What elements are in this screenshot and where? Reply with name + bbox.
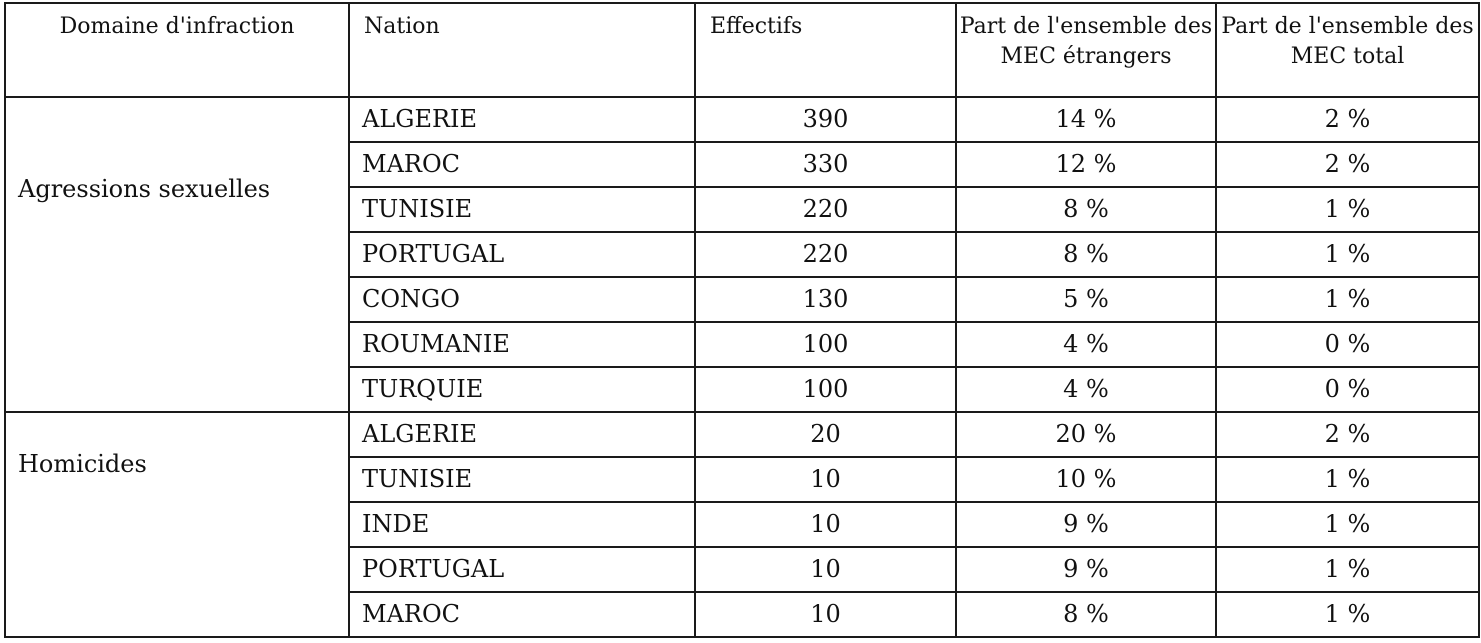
nation-cell: MAROC (349, 592, 695, 637)
share-foreign-cell: 9 % (956, 547, 1216, 592)
data-table (4, 2, 1480, 638)
share-foreign-cell: 20 % (956, 412, 1216, 457)
share-foreign-cell: 8 % (956, 232, 1216, 277)
nation-cell: ALGERIE (349, 412, 695, 457)
nation-cell: PORTUGAL (349, 232, 695, 277)
header-effectifs: Effectifs (695, 3, 956, 97)
share-foreign-cell: 4 % (956, 367, 1216, 412)
effectifs-cell: 10 (695, 457, 956, 502)
nation-cell: INDE (349, 502, 695, 547)
effectifs-cell: 10 (695, 592, 956, 637)
header-domain: Domaine d'infraction (5, 3, 349, 97)
share-total-cell: 2 % (1216, 97, 1479, 142)
header-row (5, 3, 1479, 97)
share-total-cell: 2 % (1216, 412, 1479, 457)
effectifs-cell: 130 (695, 277, 956, 322)
domain-cell: Agressions sexuelles (5, 97, 349, 412)
effectifs-cell: 100 (695, 367, 956, 412)
share-total-cell: 1 % (1216, 457, 1479, 502)
share-foreign-cell: 14 % (956, 97, 1216, 142)
nation-cell: ROUMANIE (349, 322, 695, 367)
nation-cell: TURQUIE (349, 367, 695, 412)
header-nation: Nation (349, 3, 695, 97)
share-total-cell: 0 % (1216, 367, 1479, 412)
nation-cell: CONGO (349, 277, 695, 322)
share-foreign-cell: 10 % (956, 457, 1216, 502)
nation-cell: MAROC (349, 142, 695, 187)
effectifs-cell: 220 (695, 232, 956, 277)
nation-cell: PORTUGAL (349, 547, 695, 592)
share-foreign-cell: 8 % (956, 187, 1216, 232)
effectifs-cell: 10 (695, 502, 956, 547)
effectifs-cell: 330 (695, 142, 956, 187)
share-total-cell: 1 % (1216, 277, 1479, 322)
share-total-cell: 2 % (1216, 142, 1479, 187)
nation-cell: TUNISIE (349, 187, 695, 232)
share-foreign-cell: 12 % (956, 142, 1216, 187)
effectifs-cell: 100 (695, 322, 956, 367)
share-foreign-cell: 8 % (956, 592, 1216, 637)
effectifs-cell: 220 (695, 187, 956, 232)
nation-cell: TUNISIE (349, 457, 695, 502)
share-foreign-cell: 5 % (956, 277, 1216, 322)
share-total-cell: 1 % (1216, 502, 1479, 547)
share-foreign-cell: 9 % (956, 502, 1216, 547)
effectifs-cell: 20 (695, 412, 956, 457)
effectifs-cell: 10 (695, 547, 956, 592)
share-foreign-cell: 4 % (956, 322, 1216, 367)
share-total-cell: 1 % (1216, 547, 1479, 592)
header-share-total: Part de l'ensemble des MEC total (1216, 3, 1479, 97)
share-total-cell: 1 % (1216, 187, 1479, 232)
header-share-foreign: Part de l'ensemble des MEC étrangers (956, 3, 1216, 97)
share-total-cell: 1 % (1216, 592, 1479, 637)
share-total-cell: 1 % (1216, 232, 1479, 277)
effectifs-cell: 390 (695, 97, 956, 142)
share-total-cell: 0 % (1216, 322, 1479, 367)
table-row (5, 97, 1479, 142)
table-row (5, 412, 1479, 457)
nation-cell: ALGERIE (349, 97, 695, 142)
domain-cell: Homicides (5, 412, 349, 637)
table-body (5, 97, 1479, 637)
